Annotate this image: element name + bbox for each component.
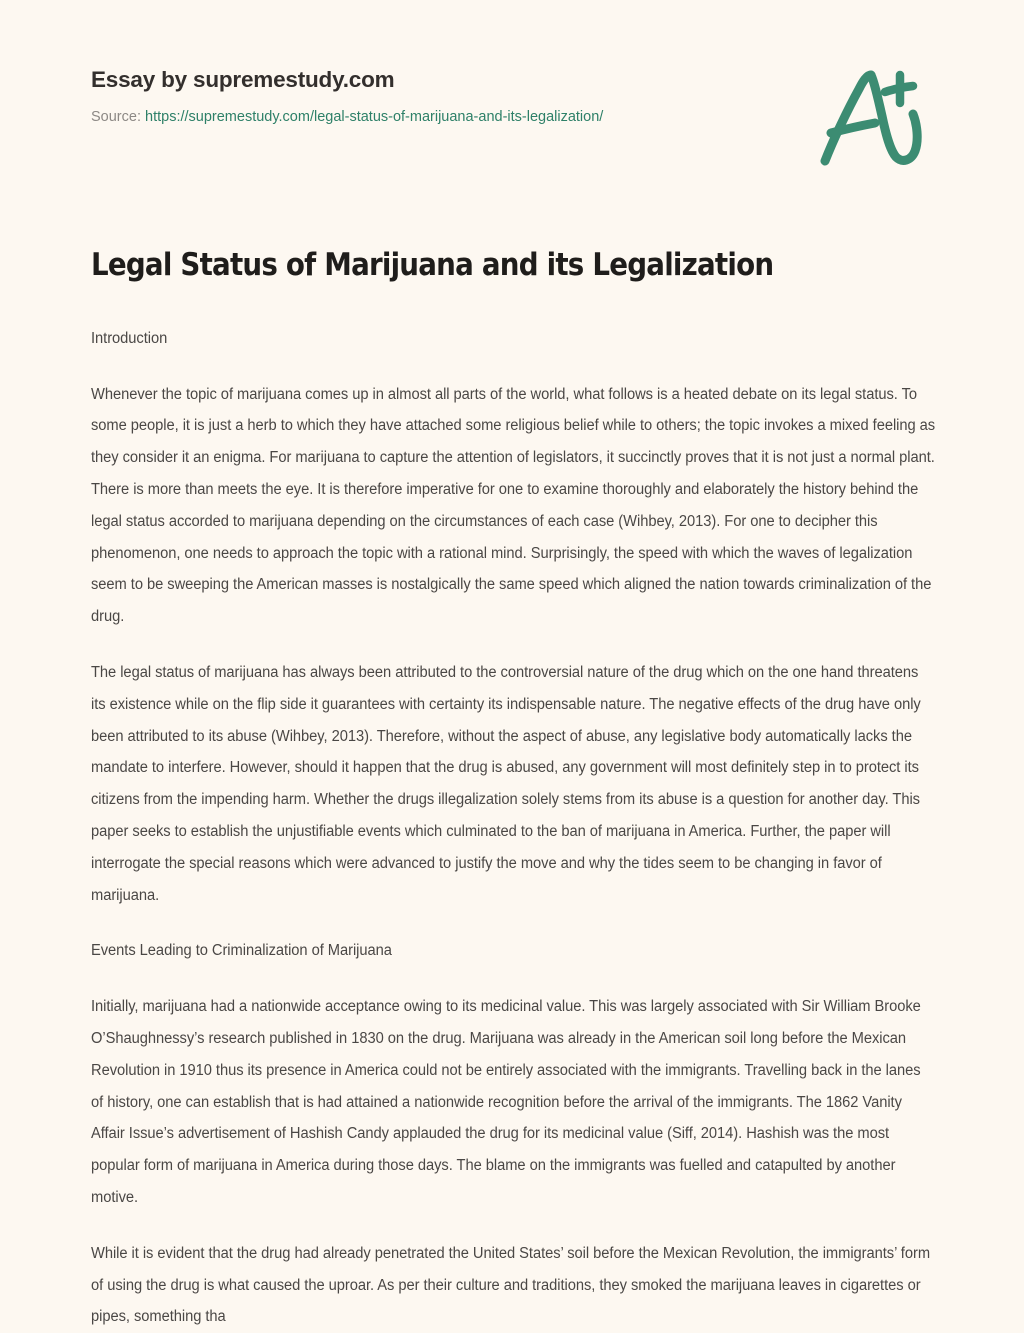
brand-block xyxy=(91,66,791,127)
aplus-logo-icon xyxy=(812,62,932,174)
aplus-logo xyxy=(812,62,932,174)
page-title: Legal Status of Marijuana and its Legalization xyxy=(91,247,774,283)
document-header xyxy=(0,0,1024,185)
source-line xyxy=(91,108,791,127)
body-paragraph: The legal status of marijuana has always been attributed to the controversial nature of the drug which on the one hand threatens its existence while on the flip side it guarantees with certainty its indispensable nature. The negative effects of the drug have only been attributed to its abuse (Wihbey, 2013). Therefore, without the aspect of abuse, any legislative body automatically lacks the mandate to interfere. However, should it happen that the drug is abused, any government will most definitely step in to protect its citizens from the impending harm. Whether the drugs illegalization solely stems from its abuse is a question for another day. This paper seeks to establish the unjustifiable events which culminated to the ban of marijuana in America. Further, the paper will interrogate the special reasons which were advanced to justify the move and why the tides seem to be changing in favor of marijuana. xyxy=(91,663,921,904)
article-text-blocks xyxy=(91,323,936,1333)
section-heading: Events Leading to Criminalization of Marijuana xyxy=(91,942,392,960)
body-paragraph: Whenever the topic of marijuana comes up in almost all parts of the world, what follows is a heated debate on its legal status. To some people, it is just a herb to which they have attached some religious belief while to others; the topic invokes a mixed feeling as they consider it an enigma. For marijuana to capture the attention of legislators, it succinctly proves that it is not just a normal plant. There is more than meets the eye. It is therefore imperative for one to examine thoroughly and elaborately the history behind the legal status accorded to marijuana depending on the circumstances of each case (Wihbey, 2013). For one to decipher this phenomenon, one needs to approach the topic with a rational mind. Surprisingly, the speed with which the waves of legalization seem to be sweeping the American masses is nostalgically the same speed which aligned the nation towards criminalization of the drug. xyxy=(91,385,936,626)
brand-title: Essay by supremestudy.com xyxy=(91,67,395,92)
source-url-link[interactable]: https://supremestudy.com/legal-status-of-marijuana-and-its-legalization/ xyxy=(145,109,604,125)
article-body xyxy=(91,247,936,1333)
body-paragraph: Initially, marijuana had a nationwide acceptance owing to its medicinal value. This was largely associated with Sir William Brooke O’Shaughnessy’s research published in 1830 on the drug. Marijuana was already in the American soil long before the Mexican Revolution in 1910 thus its presence in America could not be entirely associated with the immigrants. Travelling back in the lanes of history, one can establish that is had attained a nationwide recognition before the arrival of the immigrants. The 1862 Vanity Affair Issue’s advertisement of Hashish Candy applauded the drug for its medicinal value (Siff, 2014). Hashish was the most popular form of marijuana in America during those days. The blame on the immigrants was fuelled and catapulted by another motive. xyxy=(91,998,921,1206)
body-paragraph: While it is evident that the drug had already penetrated the United States’ soil before the Mexican Revolution, the immigrants’ form of using the drug is what caused the uproar. As per their culture and traditions, they smoked the marijuana leaves in cigarettes or pipes, something tha xyxy=(91,1244,931,1326)
section-heading: Introduction xyxy=(91,329,168,347)
source-label: Source: xyxy=(91,109,141,125)
